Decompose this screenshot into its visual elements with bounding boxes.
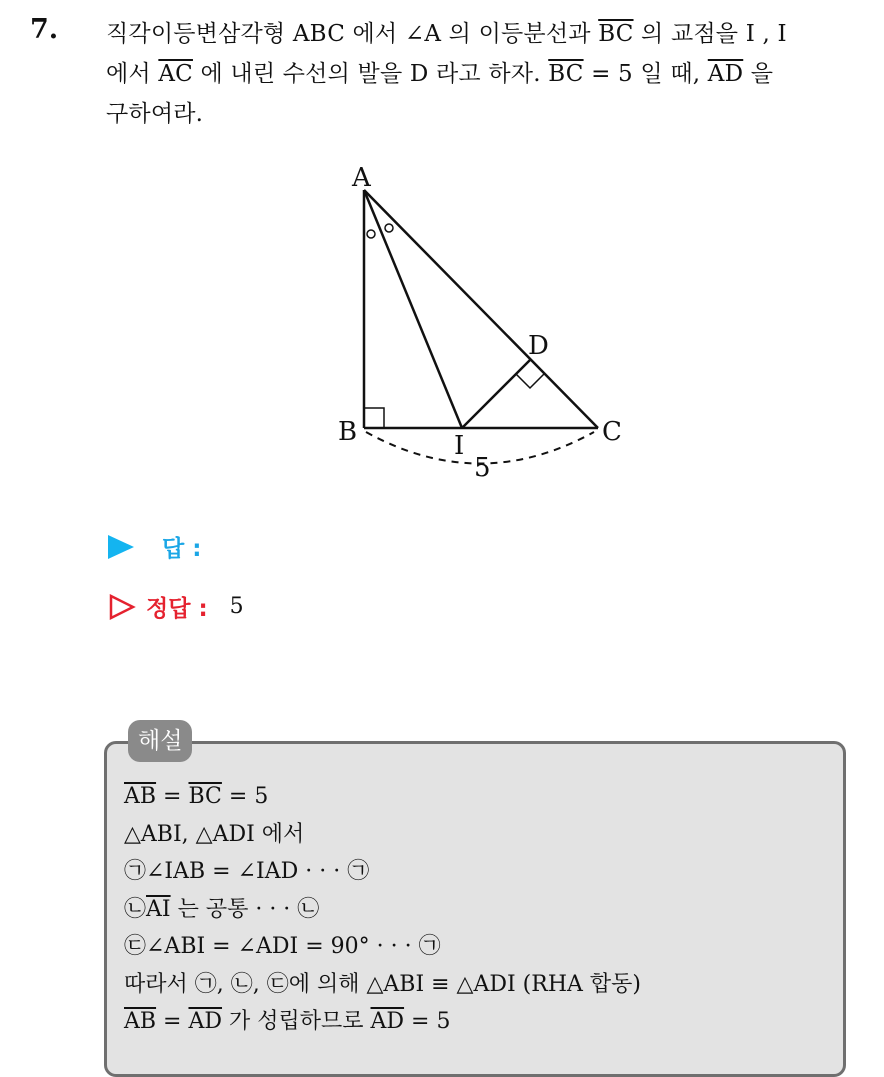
right-angle-mark-b: [364, 408, 384, 428]
label-i: I: [454, 431, 465, 461]
play-arrow-icon: [108, 535, 134, 559]
answer-label: 답 :: [162, 536, 202, 562]
explanation-line-7: $\overline{AB} = \overline{AD}$ 가 성립하므로 $\overline{AD} = 5$: [124, 1009, 451, 1034]
segment-ac: $\overline{AC}$: [158, 61, 193, 87]
correct-answer-label: 정답 :: [146, 596, 208, 622]
explanation-line-2: △ABI, △ADI 에서: [124, 821, 305, 847]
segment-bc-2: $\overline{BC}$: [548, 61, 584, 87]
problem-number: 7.: [30, 14, 59, 45]
perpendicular-id: [462, 360, 530, 428]
correct-answer-value: 5: [229, 594, 244, 619]
label-d: D: [528, 331, 549, 361]
segment-ad: $\overline{AD}$: [707, 61, 744, 87]
label-b: B: [338, 417, 358, 447]
explanation-tab: 해설: [128, 720, 192, 762]
explanation-line-4: $㉡\overline{AI}$ 는 공통 · · · ㉡: [124, 896, 320, 922]
bisector-ai: [364, 190, 462, 428]
explanation-text: [124, 778, 641, 1041]
label-c: C: [602, 417, 622, 447]
explanation-line-1: $\overline{AB} = \overline{BC} = 5$: [124, 784, 269, 809]
label-a: A: [352, 163, 371, 193]
angle-mark-1: [367, 230, 375, 238]
problem-line-1: 직각이등변삼각형 ABC 에서 ∠A 의 이등분선과 $\overline{BC}$ 의 교점을 I , I: [106, 21, 787, 47]
explanation-line-5: ㉢∠ABI = ∠ADI = 90° · · · ㉠: [124, 934, 441, 959]
outline-arrow-icon: [108, 594, 136, 620]
right-angle-mark-d: [516, 374, 544, 388]
angle-mark-2: [385, 224, 393, 232]
triangle-figure: [320, 150, 640, 490]
answer-row: [108, 530, 201, 563]
label-length: 5: [474, 453, 491, 483]
problem-line-2: 에서 $\overline{AC}$ 에 내린 수선의 발을 D 라고 하자. $\overline{BC} = 5$ 일 때, $\overline{AD}$ 을: [106, 61, 774, 87]
problem-line-3: 구하여라.: [106, 101, 204, 127]
segment-bc: $\overline{BC}$: [598, 21, 634, 47]
problem-statement: [106, 14, 866, 134]
explanation-line-6: 따라서 ㉠, ㉡, ㉢에 의해 △ABI ≡ △ADI (RHA 합동): [124, 971, 641, 997]
explanation-line-3: ㉠∠IAB = ∠IAD · · · ㉠: [124, 859, 370, 884]
side-ac: [364, 190, 598, 428]
correct-answer-row: [108, 590, 244, 623]
